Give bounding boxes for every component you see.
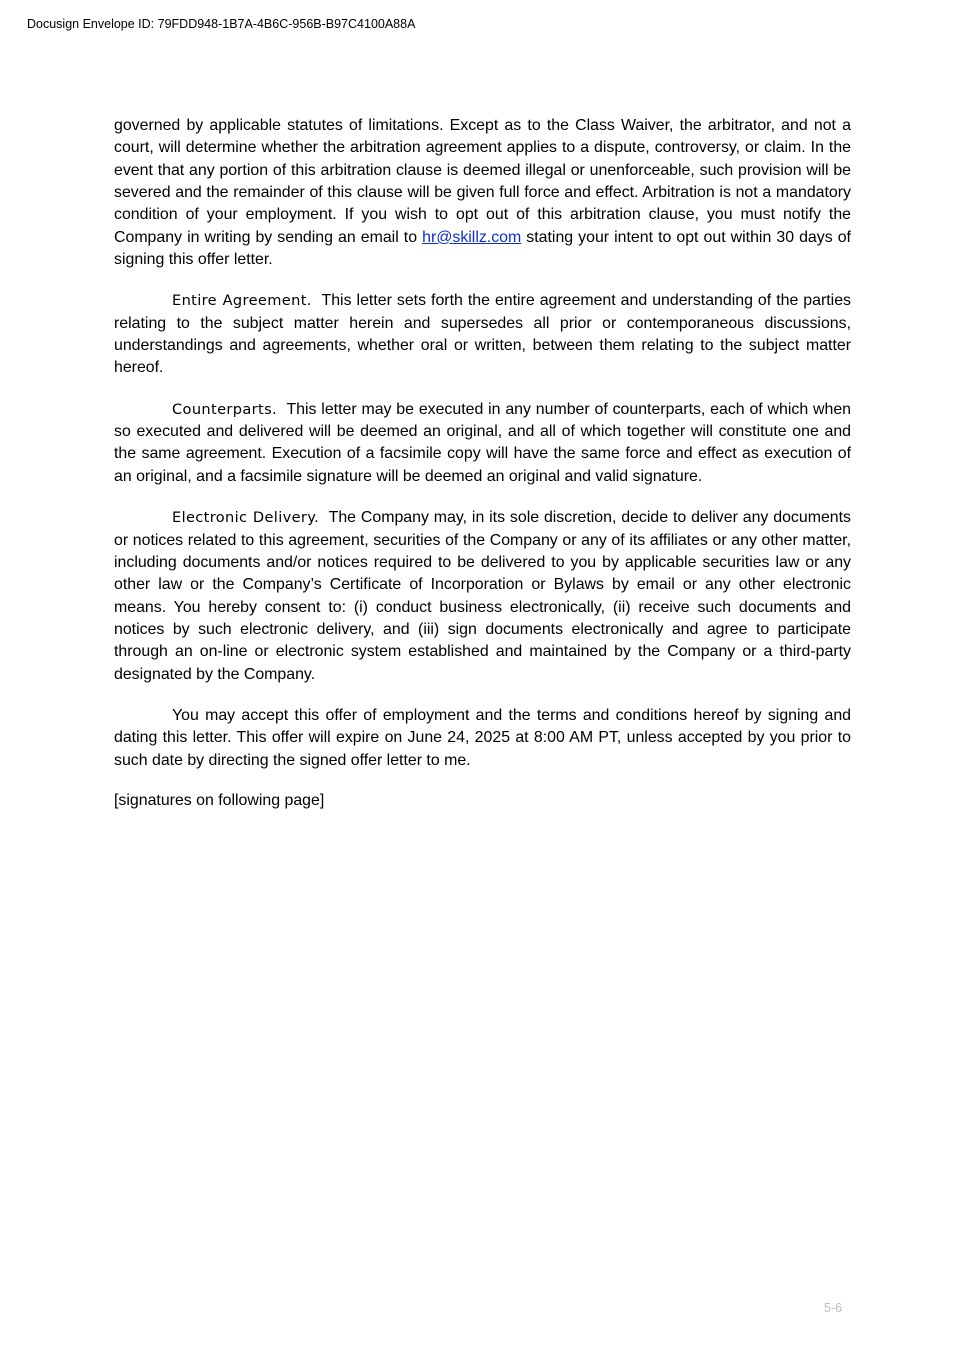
entire-agreement-heading: Entire Agreement. <box>172 292 312 310</box>
page-number: 5-6 <box>824 1301 843 1315</box>
arbitration-text-continued: stating your intent to opt out within 30 days of signing this offer letter. <box>114 228 851 269</box>
email-link[interactable]: hr@skillz.com <box>422 228 522 246</box>
counterparts-paragraph <box>114 399 851 488</box>
electronic-delivery-heading: Electronic Delivery. <box>172 509 320 527</box>
acceptance-text: You may accept this offer of employment and the terms and conditions hereof by signing and dating this letter. This offer will expire on June 24, 2025 at 8:00 AM PT, unless accepted by you prior to such date by directing the signed offer letter to me. <box>114 706 851 769</box>
entire-agreement-text: This letter sets forth the entire agreement and understanding of the parties relating to the subject matter herein and supersedes all prior or contemporaneous discussions, understandings and agreements, whether oral or written, between them relating to the subject matter hereof. <box>114 292 851 377</box>
signatures-note: [signatures on following page] <box>114 791 325 809</box>
counterparts-heading: Counterparts. <box>172 400 278 418</box>
arbitration-text: governed by applicable statutes of limitations. Except as to the Class Waiver, the arbitrator, and not a court, will determine whether the arbitration agreement applies to a dispute, controversy, or claim. In the event that any portion of this arbitration clause is deemed illegal or unenforceable, such provision will be severed and the remainder of this clause will be given full force and effect. Arbitration is not a mandatory condition of your employment. If you wish to opt out of this arbitration clause, you must notify the Company in writing by sending an email to <box>114 117 851 246</box>
document-body <box>114 115 851 831</box>
electronic-delivery-text: The Company may, in its sole discretion, decide to deliver any documents or notices related to this agreement, securities of the Company or any of its affiliates or any other matter, including documents and/or notices required to be delivered to you by applicable securities law or any other law or the Company’s Certificate of Incorporation or Bylaws by email or any other electronic means. You hereby consent to: (i) conduct business electronically, (ii) receive such documents and notices by such electronic delivery, and (iii) sign documents electronically and agree to participate through an on-line or electronic system established and maintained by the Company or a third-party designated by the Company. <box>114 509 851 683</box>
arbitration-paragraph <box>114 115 851 271</box>
electronic-delivery-paragraph <box>114 507 851 686</box>
acceptance-paragraph <box>114 705 851 772</box>
envelope-id: Docusign Envelope ID: 79FDD948-1B7A-4B6C-956B-B97C4100A88A <box>27 17 416 31</box>
entire-agreement-paragraph <box>114 290 851 379</box>
counterparts-text: This letter may be executed in any number of counterparts, each of which when so executed and delivered will be deemed an original, and all of which together will constitute one and the same agreement. Execution of a facsimile copy will have the same force and effect as execution of an original, and a facsimile signature will be deemed an original and valid signature. <box>114 400 852 485</box>
